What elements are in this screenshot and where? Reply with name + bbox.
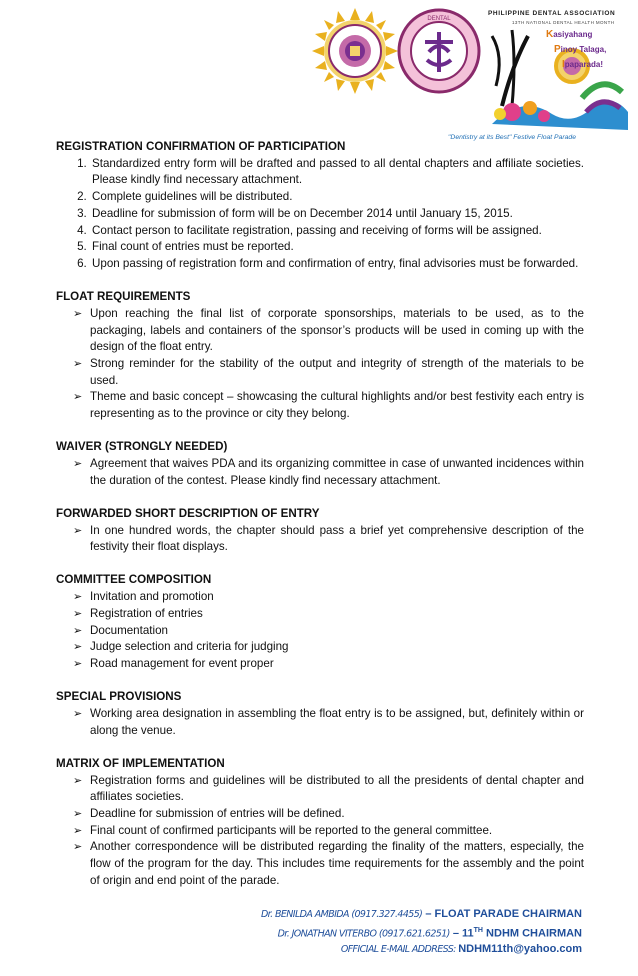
list-item-text: Road management for event proper	[90, 656, 274, 670]
slogan-line-1: Kasiyahang	[546, 29, 593, 40]
list-item-text: Theme and basic concept – showcasing the cultural highlights and/or best festivity each entry is representing as to the province or city they belong.	[90, 390, 584, 421]
event-tagline: "Dentistry at its Best" Festive Float Parade	[448, 134, 576, 141]
section-title: COMMITTEE COMPOSITION	[56, 573, 212, 587]
arrow-bullet-icon: ➢	[73, 307, 83, 320]
list-item-text: Invitation and promotion	[90, 590, 214, 604]
list-item-text: Registration forms and guidelines will be distributed to all the presidents of dental chapter and affiliates societies.	[90, 773, 584, 804]
list-item	[73, 823, 584, 840]
footer-line-ndhm-chairman: Dr. JONATHAN VITERBO (0917.621.6251) – 11TH NDHM CHAIRMAN	[277, 926, 582, 940]
arrow-bullet-icon: ➢	[73, 641, 83, 654]
list-item	[73, 639, 584, 656]
list-item	[73, 523, 584, 556]
list-item	[73, 706, 584, 739]
list-item-text: Final count of confirmed participants will be reported to the general committee.	[90, 823, 493, 837]
section-title: REGISTRATION CONFIRMATION OF PARTICIPATION	[56, 140, 346, 153]
list-item	[73, 389, 584, 422]
list-item	[90, 256, 584, 273]
bullet-list	[56, 773, 584, 890]
list-item-text: Final count of entries must be reported.	[92, 240, 294, 254]
arrow-bullet-icon: ➢	[73, 624, 83, 637]
bullet-list	[56, 523, 584, 556]
list-item-text: Agreement that waives PDA and its organizing committee in case of unwanted incidences within the duration of the contest. Please kindly find necessary attachment.	[90, 456, 584, 487]
email-address[interactable]: NDHM11th@yahoo.com	[458, 942, 582, 955]
list-item-text: Complete guidelines will be distributed.	[92, 190, 293, 204]
list-item	[73, 589, 584, 606]
list-item-text: Contact person to facilitate registration, passing and receiving of forms will be assigned.	[92, 223, 542, 237]
list-item	[73, 606, 584, 623]
contact-footer	[261, 907, 582, 957]
list-item	[90, 239, 584, 256]
dental-association-seal-icon	[397, 8, 481, 94]
list-item	[73, 456, 584, 489]
svg-text:DENTAL: DENTAL	[427, 16, 451, 22]
list-item-text: In one hundred words, the chapter should pass a brief yet comprehensive description of the festivity their float displays.	[90, 523, 584, 554]
arrow-bullet-icon: ➢	[73, 707, 83, 720]
list-item-text: Another correspondence will be distributed regarding the finality of the matters, especially, the flow of the program for the day. This includes time requirements for the assembly and the point of origin and end point of the parade.	[90, 840, 584, 887]
list-item	[73, 306, 584, 356]
page-header	[0, 0, 638, 140]
document-body	[56, 139, 584, 906]
list-item-text: Standardized entry form will be drafted and passed to all dental chapters and affiliate societies. Please kindly find necessary attachment.	[92, 156, 584, 187]
bullet-list	[56, 306, 584, 423]
section	[56, 439, 584, 489]
list-item	[73, 356, 584, 389]
list-item-text: Documentation	[90, 623, 168, 637]
slogan-line-2: Pinoy Talaga,	[554, 44, 607, 55]
list-item-text: Upon reaching the final list of corporate sponsorships, materials to be used, as to the packaging, labels and containers of the sponsor’s products will be used in coming up with the design of the float entry.	[90, 306, 584, 354]
list-item-text: Registration of entries	[90, 606, 203, 620]
list-item	[90, 156, 584, 189]
section	[56, 289, 584, 423]
section	[56, 506, 584, 556]
arrow-bullet-icon: ➢	[73, 524, 83, 537]
section-title: WAIVER (STRONGLY NEEDED)	[56, 440, 228, 454]
section	[56, 139, 584, 273]
footer-line-email: OFFICIAL E-MAIL ADDRESS: NDHM11th@yahoo.com	[340, 942, 582, 955]
list-item-text: Deadline for submission of form will be on December 2014 until January 15, 2015.	[92, 206, 513, 220]
list-item	[73, 839, 584, 889]
association-name: PHILIPPINE DENTAL ASSOCIATION	[488, 10, 616, 17]
section	[56, 689, 584, 739]
section-title: MATRIX OF IMPLEMENTATION	[56, 756, 225, 770]
list-item-text: Judge selection and criteria for judging	[90, 640, 289, 654]
section-title: SPECIAL PROVISIONS	[56, 690, 182, 704]
arrow-bullet-icon: ➢	[73, 774, 83, 787]
list-item	[73, 773, 584, 806]
arrow-bullet-icon: ➢	[73, 807, 83, 820]
association-subtitle: 13TH NATIONAL DENTAL HEALTH MONTH	[512, 20, 615, 25]
list-item	[73, 806, 584, 823]
list-item	[73, 623, 584, 640]
section-title: FORWARDED SHORT DESCRIPTION OF ENTRY	[56, 506, 320, 520]
bullet-list	[56, 589, 584, 673]
arrow-bullet-icon: ➢	[73, 607, 83, 620]
bullet-list	[56, 456, 584, 489]
list-item	[90, 223, 584, 240]
arrow-bullet-icon: ➢	[73, 391, 83, 404]
arrow-bullet-icon: ➢	[73, 824, 83, 837]
list-item-text: Upon passing of registration form and confirmation of entry, final advisories must be forwarded.	[92, 256, 579, 270]
footer-line-chairman: Dr. BENILDA AMBIDA (0917.327.4455) – FLOAT PARADE CHAIRMAN	[260, 908, 582, 920]
list-item	[90, 206, 584, 223]
slogan-line-3: Ipaparada!	[562, 59, 604, 70]
section-title: FLOAT REQUIREMENTS	[56, 290, 191, 304]
list-item	[73, 656, 584, 673]
list-item-text: Strong reminder for the stability of the output and integrity of strength of the materials to be used.	[90, 356, 584, 387]
numbered-list	[56, 156, 584, 273]
list-item-text: Working area designation in assembling the float entry is to be assigned, but, definitely within or along the venue.	[90, 706, 584, 737]
list-item	[90, 189, 584, 206]
arrow-bullet-icon: ➢	[73, 657, 83, 670]
float-parade-artwork-icon	[482, 26, 632, 130]
bullet-list	[56, 706, 584, 739]
list-item-text: Deadline for submission of entries will be defined.	[90, 806, 345, 820]
arrow-bullet-icon: ➢	[73, 841, 83, 854]
arrow-bullet-icon: ➢	[73, 357, 83, 370]
section	[56, 756, 584, 890]
arrow-bullet-icon: ➢	[73, 457, 83, 470]
section	[56, 572, 584, 672]
sunburst-seal-icon	[312, 8, 398, 94]
arrow-bullet-icon: ➢	[73, 591, 83, 604]
